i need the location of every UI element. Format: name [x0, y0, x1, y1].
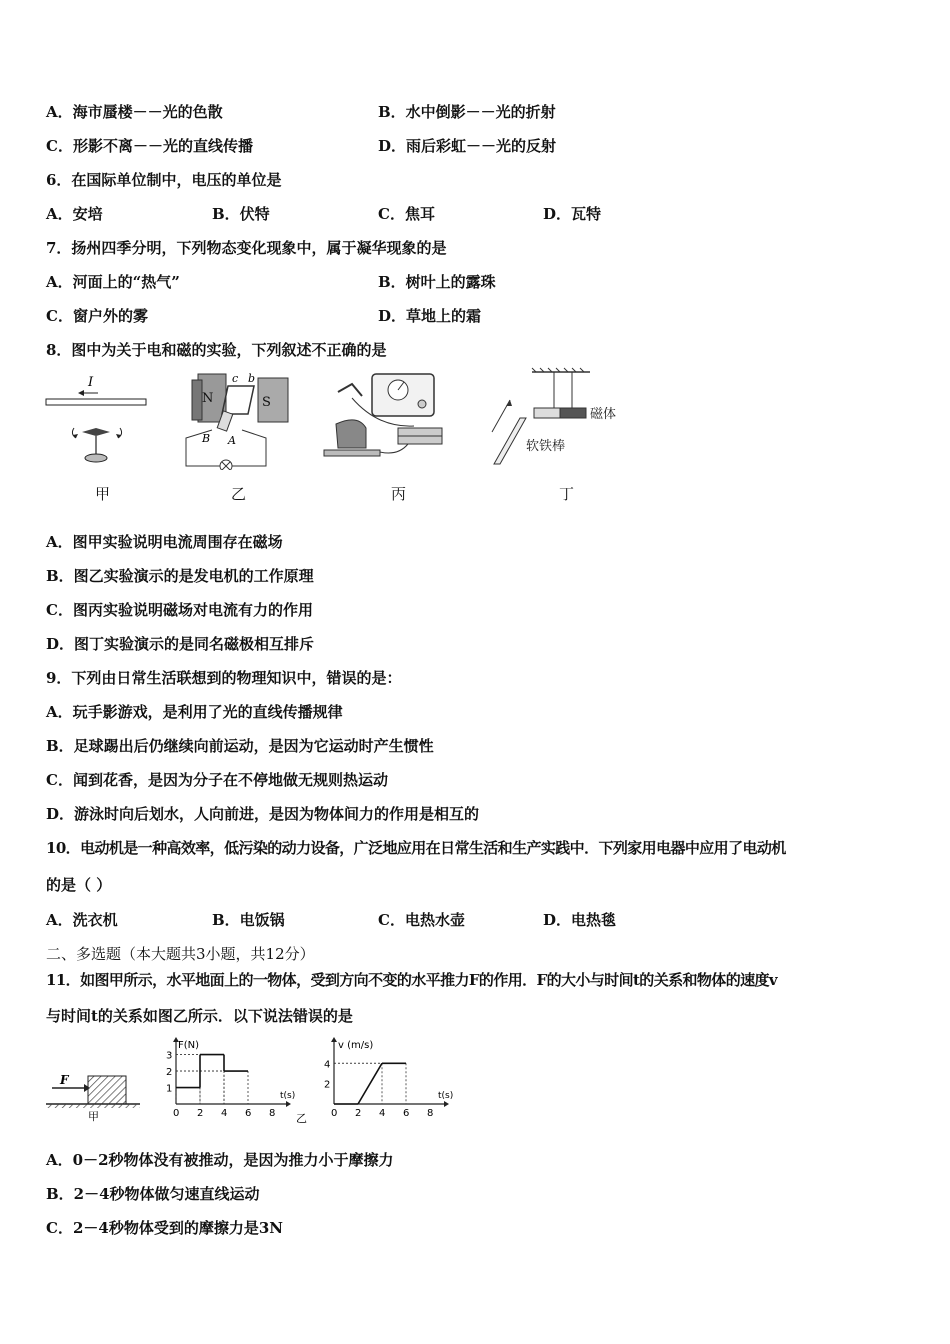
- q9-option-c: C．闻到花香，是因为分子在不停地做无规则热运动: [46, 771, 388, 789]
- ft-x-label: t(s): [280, 1091, 296, 1101]
- soft-iron-rod: [494, 418, 526, 464]
- ft-x-tick: 2: [197, 1108, 204, 1119]
- caption-bing: 丙: [391, 485, 407, 503]
- vt-x-tick: 6: [403, 1108, 410, 1119]
- ft-x-tick: 0: [173, 1108, 180, 1119]
- ft-y-tick: 3: [166, 1050, 173, 1062]
- ft-chart: [160, 1036, 310, 1128]
- q7-option-a: A．河面上的“热气”: [46, 273, 180, 291]
- vt-x-tick: 2: [355, 1108, 362, 1119]
- coil: [222, 386, 254, 414]
- q10-stem-line1: 10．电动机是一种高效率，低污染的动力设备，广泛地应用在日常生活和生产实践中．下列家用电器中应用了电动机: [46, 839, 786, 857]
- ft-y-label: F(N): [178, 1040, 200, 1051]
- q9-option-d: D．游泳时向后划水，人向前进，是因为物体间力的作用是相互的: [46, 805, 480, 823]
- vt-y-label: v (m/s): [338, 1040, 374, 1051]
- svg-text:b: b: [248, 372, 256, 385]
- bulb: [220, 460, 232, 470]
- vt-chart: [318, 1036, 468, 1128]
- figure-yi: [182, 368, 294, 470]
- section-heading: 二、多选题（本大题共3小题，共12分）: [46, 945, 315, 963]
- magnet-right-half: [560, 408, 586, 418]
- q10-option-a: A．洗衣机: [46, 911, 118, 929]
- figure-bing: [318, 368, 448, 468]
- vt-y-tick: 2: [324, 1079, 331, 1091]
- q6-option-b: B．伏特: [212, 205, 270, 223]
- q8-option-d: D．图丁实验演示的是同名磁极相互排斥: [46, 635, 315, 653]
- vt-x-label: t(s): [438, 1091, 454, 1101]
- switch: [338, 384, 362, 396]
- caption-yi: 乙: [231, 485, 247, 503]
- q10-stem-line2: 的是（ ）: [46, 876, 112, 894]
- q10-option-c: C．电热水壶: [378, 911, 465, 929]
- straight-wire: [46, 399, 146, 405]
- vt-y-tick: 4: [324, 1059, 331, 1071]
- q9-option-b: B．足球踢出后仍继续向前运动，是因为它运动时产生惯性: [46, 737, 434, 755]
- q6-stem: 6．在国际单位制中，电压的单位是: [46, 171, 282, 189]
- q5-option-c: C．形影不离－－光的直线传播: [46, 137, 253, 155]
- svg-text:c: c: [232, 372, 239, 385]
- q6-option-c: C．焦耳: [378, 205, 435, 223]
- q7-option-b: B．树叶上的露珠: [378, 273, 496, 291]
- q7-option-c: C．窗户外的雾: [46, 307, 148, 325]
- vt-x-tick: 8: [427, 1108, 434, 1119]
- q11-option-b: B．2－4秒物体做匀速直线运动: [46, 1185, 260, 1203]
- q11-option-c: C．2－4秒物体受到的摩擦力是3N: [46, 1219, 283, 1237]
- q11-stem-line1: 11．如图甲所示，水平地面上的一物体，受到方向不变的水平推力F的作用．F的大小与时间t的关系和物体的速度v: [46, 971, 778, 989]
- vt-x-tick: 0: [331, 1108, 338, 1119]
- horseshoe-magnet: [336, 420, 366, 448]
- figure-jia: [40, 368, 160, 476]
- q5-option-a: A．海市蜃楼－－光的色散: [46, 103, 223, 121]
- q6-option-d: D．瓦特: [543, 205, 602, 223]
- caption-ding: 丁: [559, 485, 575, 503]
- ft-x-tick: 4: [221, 1108, 228, 1119]
- svg-text:S: S: [262, 395, 271, 410]
- compass-base: [85, 454, 107, 462]
- q9-stem: 9．下列由日常生活联想到的物理知识中，错误的是：: [46, 669, 402, 687]
- q11-stem-line2: 与时间t的关系如图乙所示．以下说法错误的是: [46, 1007, 353, 1025]
- rod-label: 软铁棒: [526, 439, 566, 454]
- force-label: F: [60, 1073, 69, 1087]
- svg-text:A: A: [228, 434, 236, 447]
- svg-text:N: N: [202, 391, 214, 406]
- ft-y-tick: 2: [166, 1067, 173, 1079]
- block: [88, 1076, 126, 1104]
- caption-yi-chart: 乙: [296, 1112, 307, 1125]
- figure-ding: [480, 366, 630, 476]
- svg-text:B: B: [202, 432, 211, 445]
- q7-stem: 7．扬州四季分明，下列物态变化现象中，属于凝华现象的是: [46, 239, 447, 257]
- svg-text:甲: 甲: [88, 1110, 99, 1123]
- q11-figure-jia: [44, 1062, 144, 1124]
- q11-option-a: A．0－2秒物体没有被推动，是因为推力小于摩擦力: [46, 1151, 394, 1169]
- magnet-left-half: [534, 408, 560, 418]
- q7-option-d: D．草地上的霜: [378, 307, 482, 325]
- q8-stem: 8．图中为关于电和磁的实验，下列叙述不正确的是: [46, 341, 387, 359]
- q8-option-b: B．图乙实验演示的是发电机的工作原理: [46, 567, 314, 585]
- q6-option-a: A．安培: [46, 205, 103, 223]
- current-label: I: [88, 375, 94, 390]
- q5-option-d: D．雨后彩虹－－光的反射: [378, 137, 557, 155]
- vt-x-tick: 4: [379, 1108, 386, 1119]
- q8-option-a: A．图甲实验说明电流周围存在磁场: [46, 533, 283, 551]
- q9-option-a: A．玩手影游戏，是利用了光的直线传播规律: [46, 703, 343, 721]
- q5-option-b: B．水中倒影－－光的折射: [378, 103, 556, 121]
- ft-x-tick: 8: [269, 1108, 276, 1119]
- compass-needle: [82, 428, 110, 436]
- magnet-label: 磁体: [590, 407, 617, 422]
- caption-jia: 甲: [95, 485, 111, 503]
- ft-x-tick: 6: [245, 1108, 252, 1119]
- ft-y-tick: 1: [166, 1083, 173, 1095]
- q8-option-c: C．图丙实验说明磁场对电流有力的作用: [46, 601, 313, 619]
- q10-option-b: B．电饭锅: [212, 911, 285, 929]
- q10-option-d: D．电热毯: [543, 911, 617, 929]
